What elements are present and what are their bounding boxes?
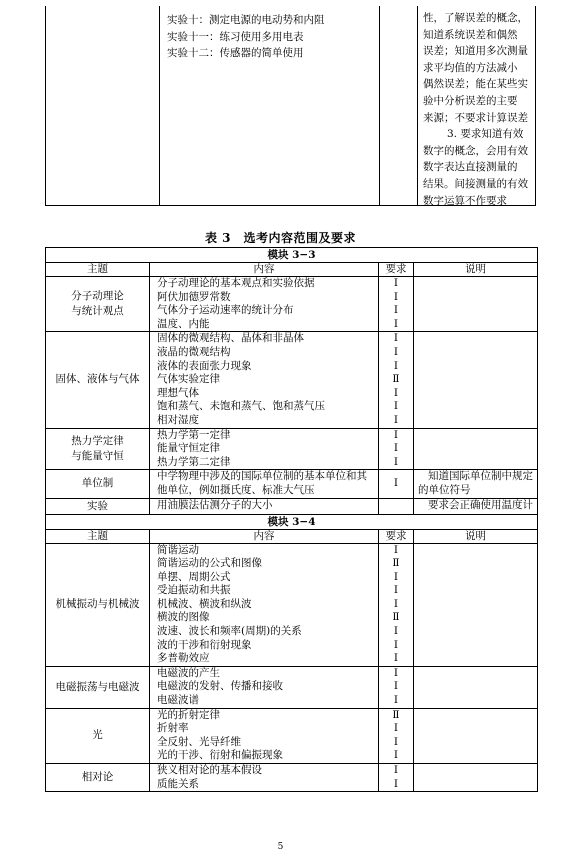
content-item: 电磁波的产生: [157, 666, 220, 679]
content-item: 全反射、光导纤维: [157, 735, 241, 748]
header-content: 内容: [150, 529, 379, 543]
content-item: 他单位，例如摄氏度、标准大气压: [157, 483, 315, 496]
requirement-level: Ⅰ: [393, 543, 399, 556]
requirement-level: Ⅰ: [393, 455, 399, 468]
module-title: 模块 3−4: [46, 514, 538, 529]
topic-cell: [46, 764, 150, 792]
content-item: 单摆、周期公式: [157, 570, 231, 583]
topic-cell: [46, 666, 150, 708]
header-note: 说明: [414, 529, 538, 543]
note-cell: [414, 470, 538, 498]
content-cell: [150, 470, 379, 498]
requirement-cell: [379, 764, 414, 792]
content-cell: [150, 498, 379, 514]
requirement-line: 误差；知道用多次测量: [423, 45, 528, 58]
requirement-level: Ⅰ: [393, 400, 399, 413]
content-item: 横波的图像: [157, 611, 210, 624]
topic-row: [46, 277, 538, 332]
requirement-level: Ⅱ: [392, 557, 400, 570]
topic-cell: [46, 543, 150, 666]
elective-content-table-wrap: [45, 247, 537, 792]
content-item: 折射率: [157, 722, 189, 735]
requirement-cell: [379, 277, 414, 332]
topic-cell: [46, 332, 150, 428]
topic-row: [46, 470, 538, 498]
requirement-level: Ⅰ: [393, 764, 399, 776]
requirement-level: Ⅰ: [393, 477, 399, 490]
content-item: 电磁波谱: [157, 694, 199, 707]
requirement-level: Ⅰ: [393, 625, 399, 638]
topic-row: [46, 543, 538, 666]
content-cell: [150, 332, 379, 428]
requirement-level: Ⅰ: [393, 749, 399, 762]
requirement-level: Ⅰ: [393, 777, 399, 790]
topic-cell: [46, 277, 150, 332]
requirement-line: 偶然误差；能在某些实: [423, 78, 528, 91]
topic-label: 光: [92, 729, 103, 742]
requirement-level: Ⅰ: [393, 304, 399, 317]
requirement-cell: [379, 470, 414, 498]
topic-label: 与统计观点: [71, 305, 124, 318]
requirement-level: Ⅰ: [393, 277, 399, 289]
header-content: 内容: [150, 263, 379, 277]
continuation-table: [45, 6, 536, 206]
content-item: 热力学第一定律: [157, 428, 231, 441]
requirement-level: Ⅰ: [393, 332, 399, 345]
content-item: 液晶的微观结构: [157, 345, 231, 358]
note-text: 知道国际单位制中规定的单位符号: [418, 470, 533, 496]
requirement-line: 数字运算不作要求: [423, 194, 507, 207]
requirement-cell: [379, 332, 414, 428]
topic-cell: [46, 708, 150, 763]
topic-row: [46, 428, 538, 470]
requirement-level: Ⅰ: [393, 359, 399, 372]
header-row: [46, 529, 538, 543]
content-item: 光的干涉、衍射和偏振现象: [157, 749, 283, 762]
content-item: 简谐运动的公式和图像: [157, 557, 262, 570]
topic-label: 固体、液体与气体: [55, 373, 140, 386]
table-divider: [417, 6, 418, 205]
topic-row: [46, 666, 538, 708]
requirement-cell: [379, 498, 414, 514]
topic-cell: [46, 428, 150, 470]
content-cell: [150, 708, 379, 763]
content-item: 液体的表面张力现象: [157, 359, 252, 372]
topic-label: 分子动理论: [71, 290, 124, 303]
requirement-level: Ⅰ: [393, 694, 399, 707]
header-row: [46, 263, 538, 277]
content-item: 阿伏加德罗常数: [157, 290, 231, 303]
page-number: 5: [277, 842, 284, 852]
requirement-level: Ⅰ: [393, 597, 399, 610]
module-row: [46, 248, 538, 263]
content-item: 多普勒效应: [157, 652, 210, 665]
topic-label: 热力学定律: [71, 434, 124, 447]
requirement-line: 数字的概念，会用有效: [423, 144, 528, 157]
content-cell: [150, 764, 379, 792]
requirement-line: 结果。间接测量的有效: [423, 177, 528, 190]
requirement-cell: [379, 543, 414, 666]
content-item: 波速、波长和频率(周期)的关系: [157, 625, 302, 638]
requirement-level: Ⅰ: [393, 638, 399, 651]
topic-label: 电磁振荡与电磁波: [55, 680, 140, 693]
table-border-right: [535, 6, 536, 205]
requirement-level: Ⅰ: [393, 584, 399, 597]
note-cell: [414, 708, 538, 763]
content-item: 机械波、横波和纵波: [157, 597, 252, 610]
requirement-level: Ⅰ: [393, 680, 399, 693]
content-item: 中学物理中涉及的国际单位制的基本单位和其: [157, 470, 367, 483]
requirement-level: Ⅱ: [392, 373, 400, 386]
requirement-level: Ⅰ: [393, 290, 399, 303]
requirement-level: Ⅱ: [392, 708, 400, 721]
note-cell: [414, 428, 538, 470]
note-cell: [414, 498, 538, 514]
topic-row: [46, 498, 538, 514]
requirement-cell: [379, 666, 414, 708]
requirement-level: Ⅱ: [392, 611, 400, 624]
requirement-level: Ⅰ: [393, 666, 399, 679]
requirement-line: 求平均值的方法减小: [423, 61, 518, 74]
table-divider: [379, 6, 380, 205]
content-item: 饱和蒸气、未饱和蒸气、饱和蒸气压: [157, 400, 325, 413]
content-item: 气体实验定律: [157, 373, 220, 386]
content-item: 相对湿度: [157, 413, 199, 426]
requirement-level: Ⅰ: [393, 317, 399, 330]
topic-row: [46, 764, 538, 792]
requirement-line: 知道系统误差和偶然: [423, 28, 518, 41]
topic-label: 相对论: [81, 771, 114, 784]
content-item: 受迫振动和共振: [157, 584, 231, 597]
module-row: [46, 514, 538, 529]
note-cell: [414, 666, 538, 708]
content-cell: [150, 277, 379, 332]
requirement-level: Ⅰ: [393, 386, 399, 399]
topic-label: 单位制: [81, 477, 114, 490]
content-cell: [150, 543, 379, 666]
content-item: 固体的微观结构、晶体和非晶体: [157, 332, 304, 345]
content-item: 用油膜法估测分子的大小: [157, 499, 273, 512]
content-item: 分子动理论的基本观点和实验依据: [157, 277, 315, 289]
requirement-line: 数字表达直接测量的: [423, 161, 518, 174]
content-item: 温度、内能: [157, 317, 210, 330]
requirement-line: 性，了解误差的概念，: [423, 12, 528, 24]
content-item: 波的干涉和衍射现象: [157, 638, 252, 651]
table-title: 表 3 选考内容范围及要求: [204, 231, 357, 245]
content-cell: [150, 666, 379, 708]
requirement-level: Ⅰ: [393, 428, 399, 441]
content-item: 理想气体: [157, 386, 199, 399]
requirement-level: Ⅰ: [393, 652, 399, 665]
requirement-level: Ⅰ: [393, 570, 399, 583]
header-topic: 主题: [46, 529, 150, 543]
experiment-item: 实验十二：传感器的简单使用: [167, 47, 304, 59]
header-requirement: 要求: [379, 529, 414, 543]
requirement-level: Ⅰ: [393, 442, 399, 455]
topic-label: 与能量守恒: [71, 449, 124, 462]
table-border-left: [45, 6, 46, 205]
experiment-item: 实验十：测定电源的电动势和内阻: [167, 14, 325, 26]
topic-row: [46, 708, 538, 763]
topic-row: [46, 332, 538, 428]
note-cell: [414, 764, 538, 792]
requirement-level: Ⅰ: [393, 345, 399, 358]
content-item: 简谐运动: [157, 543, 199, 556]
topic-cell: [46, 498, 150, 514]
requirement-level: Ⅰ: [393, 413, 399, 426]
requirement-level: Ⅰ: [393, 735, 399, 748]
requirement-line: 验中分析误差的主要: [423, 94, 518, 107]
header-note: 说明: [414, 263, 538, 277]
experiment-item: 实验十一：练习使用多用电表: [167, 30, 304, 43]
content-item: 电磁波的发射、传播和接收: [157, 680, 283, 693]
note-cell: [414, 277, 538, 332]
requirement-cell: [379, 428, 414, 470]
note-cell: [414, 543, 538, 666]
content-item: 热力学第二定律: [157, 455, 231, 468]
topic-label: 机械振动与机械波: [55, 598, 140, 611]
table-divider: [159, 6, 160, 205]
elective-content-table: [45, 247, 538, 792]
note-text: 要求会正确使用温度计: [428, 499, 533, 512]
requirement-line: 3. 要求知道有效: [447, 128, 524, 141]
content-item: 光的折射定律: [157, 708, 220, 721]
topic-cell: [46, 470, 150, 498]
note-cell: [414, 332, 538, 428]
requirement-level: Ⅰ: [393, 722, 399, 735]
content-cell: [150, 428, 379, 470]
content-item: 质能关系: [157, 777, 199, 790]
content-item: 狭义相对论的基本假设: [157, 764, 262, 776]
header-topic: 主题: [46, 263, 150, 277]
module-title: 模块 3−3: [46, 248, 538, 263]
content-item: 气体分子运动速率的统计分布: [157, 304, 294, 317]
content-item: 能量守恒定律: [157, 442, 220, 455]
requirement-line: 来源；不要求计算误差: [423, 111, 528, 124]
requirement-notes: [423, 10, 533, 209]
topic-label: 实验: [87, 499, 108, 512]
requirement-cell: [379, 708, 414, 763]
header-requirement: 要求: [379, 263, 414, 277]
experiment-list: [167, 12, 377, 62]
